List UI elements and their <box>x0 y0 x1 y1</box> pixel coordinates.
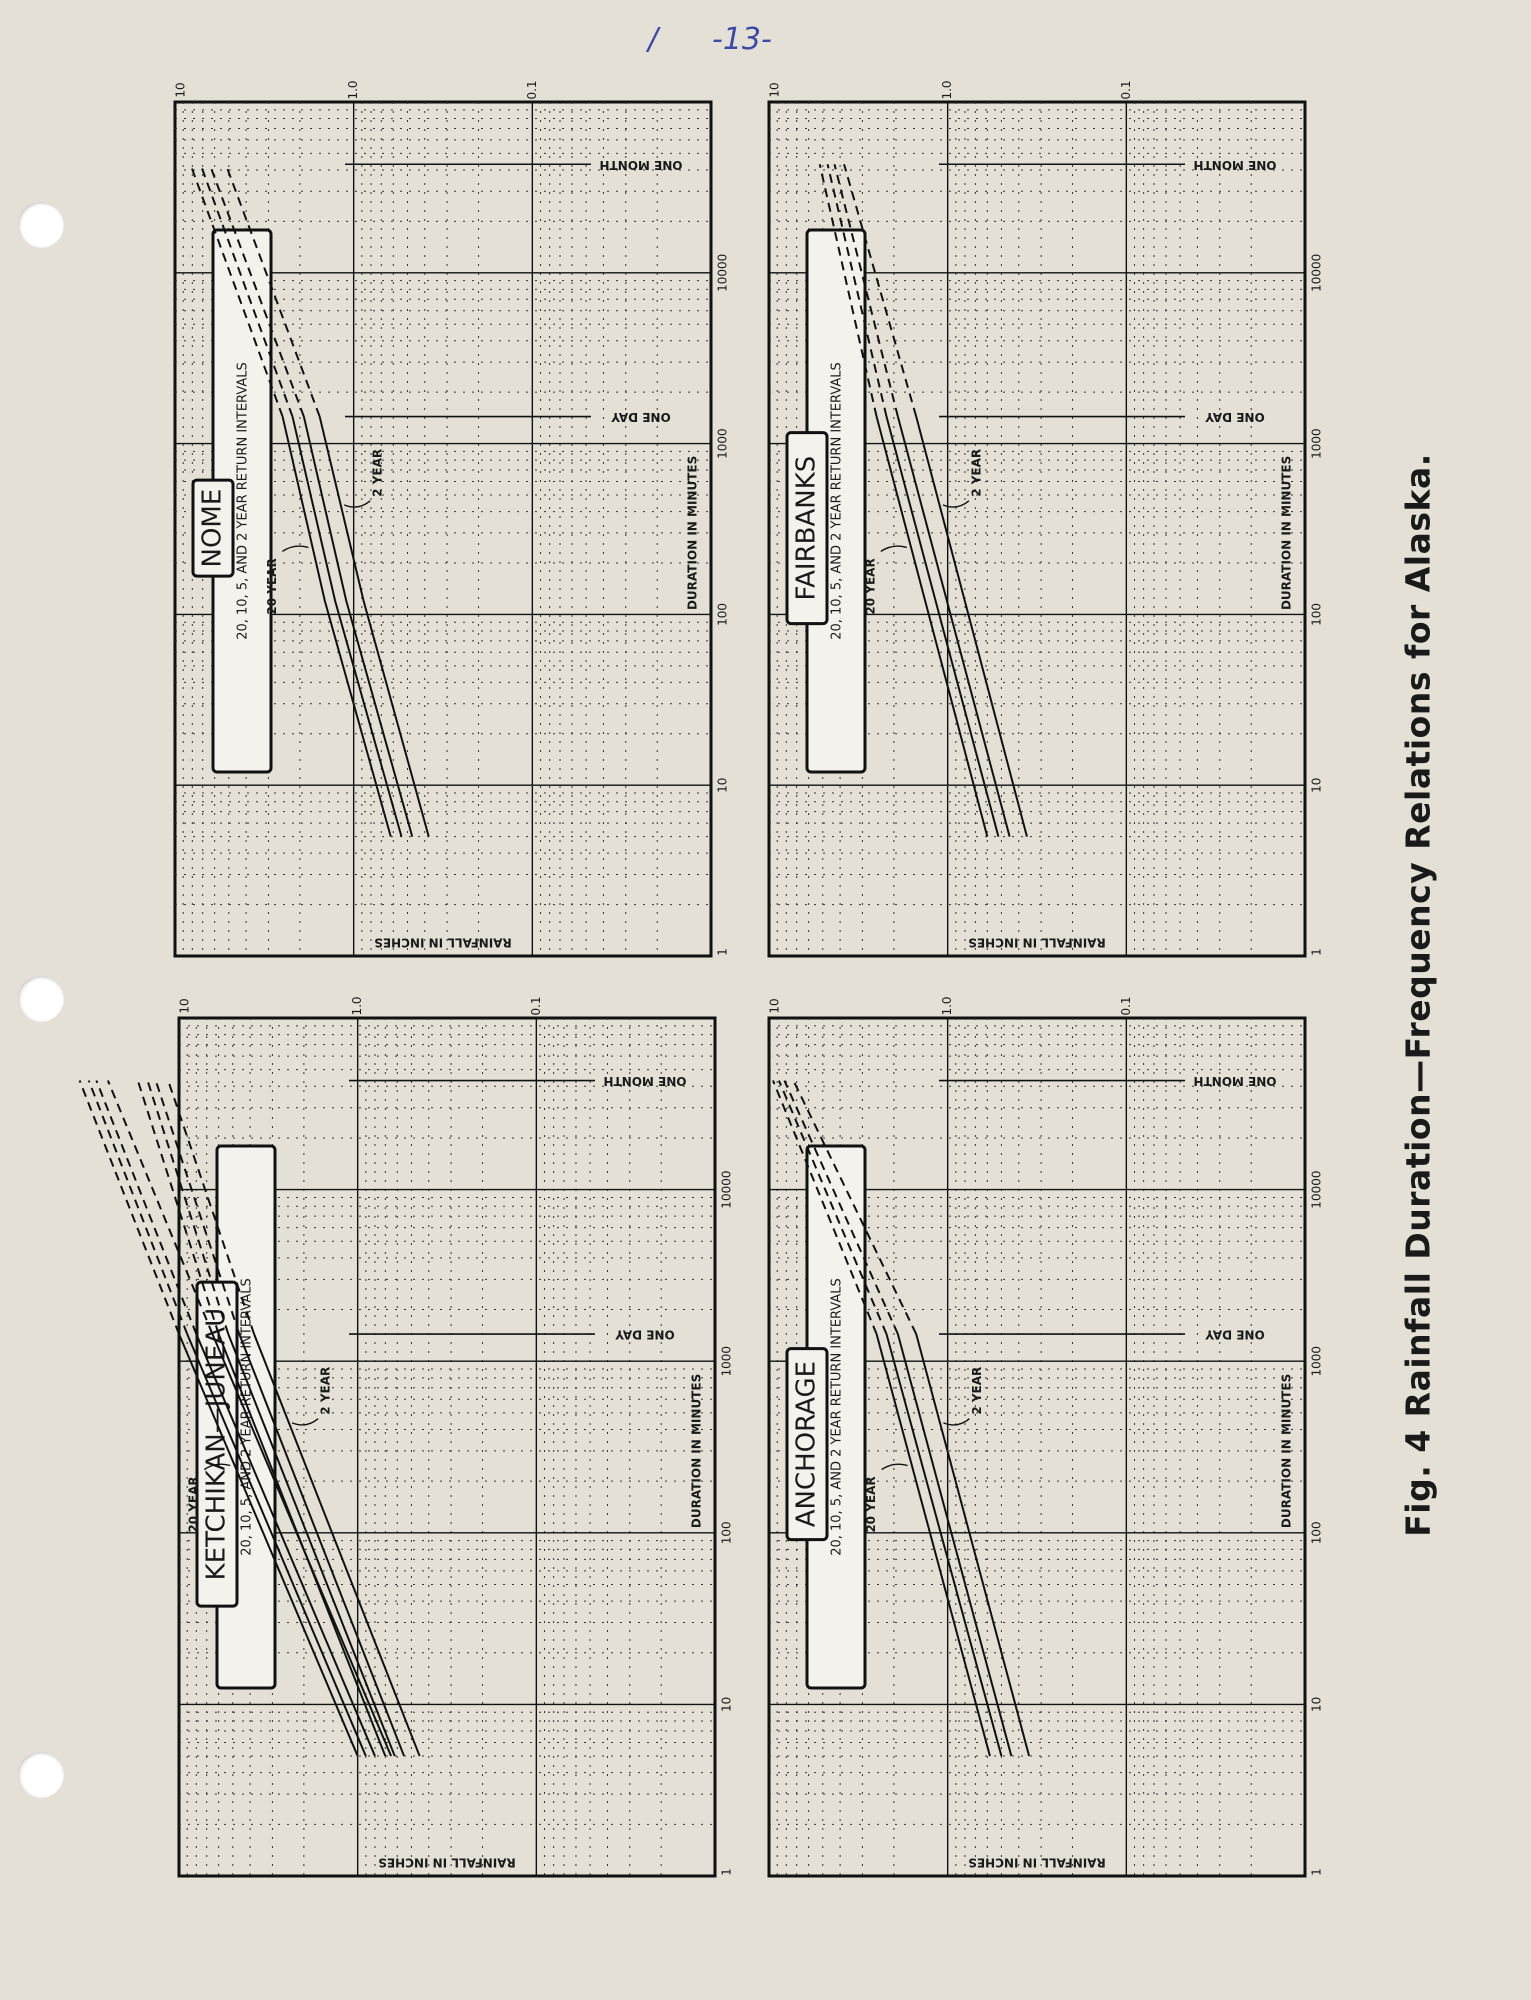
x-tick-label-10000: 10000 <box>719 1170 734 1209</box>
marker-label-one-day: ONE DAY <box>615 1327 675 1342</box>
marker-label-one-day: ONE DAY <box>1205 1327 1265 1342</box>
x-tick-label-10000: 10000 <box>1309 1170 1324 1209</box>
chart-subtitle: 20, 10, 5, AND 2 YEAR RETURN INTERVALS <box>235 362 251 640</box>
curve-label-20-year: 20 YEAR <box>864 1476 879 1533</box>
x-axis-label: DURATION IN MINUTES <box>685 455 700 611</box>
curve-label-leader <box>882 1464 908 1469</box>
curve-label-2-year: 2 YEAR <box>969 448 984 497</box>
series-dash-ketchikan-10-year <box>89 1081 187 1334</box>
chart-subtitle: 20, 10, 5, AND 2 YEAR RETURN INTERVALS <box>239 1278 255 1556</box>
curve-label-leader <box>344 501 370 507</box>
series-line-juneau-2-year <box>254 1334 420 1756</box>
chart-subtitle: 20, 10, 5, AND 2 YEAR RETURN INTERVALS <box>829 1278 845 1556</box>
marker-label-one-month: ONE MONTH <box>1193 157 1277 172</box>
y-axis-label: RAINFALL IN INCHES <box>374 935 512 950</box>
page-number: -13- <box>712 22 772 57</box>
marker-label-one-day: ONE DAY <box>611 410 671 425</box>
x-tick-label-1: 1 <box>1309 1868 1324 1876</box>
chart-panel-nome <box>173 80 730 958</box>
chart-panel-ketchikan-juneau <box>177 996 734 1878</box>
marker-label-one-month: ONE MONTH <box>603 1074 687 1089</box>
y-axis-label: RAINFALL IN INCHES <box>968 1855 1106 1870</box>
chart-title: NOME <box>197 488 228 568</box>
chart-title: ANCHORAGE <box>791 1360 822 1528</box>
x-axis-label: DURATION IN MINUTES <box>1279 455 1294 611</box>
x-tick-label-1000: 1000 <box>1309 1345 1324 1377</box>
series-line-10-year <box>886 1334 1001 1756</box>
curve-label-20-year: 20 YEAR <box>264 558 279 615</box>
chart-panel-fairbanks <box>767 80 1324 958</box>
figure-caption: Fig. 4 Rainfall Duration—Frequency Relations for Alaska. <box>1398 453 1438 1537</box>
marker-label-one-month: ONE MONTH <box>1193 1074 1277 1089</box>
x-tick-label-1: 1 <box>719 1868 734 1876</box>
curve-label-leader <box>881 546 907 551</box>
x-tick-label-1000: 1000 <box>719 1345 734 1377</box>
chart-title: KETCHIKAN—JUNEAU <box>201 1307 232 1581</box>
y-tick-label-0-1: 0.1 <box>528 996 543 1016</box>
x-tick-label-10: 10 <box>1309 1696 1324 1713</box>
x-tick-label-100: 100 <box>715 602 730 626</box>
x-tick-label-10: 10 <box>719 1696 734 1713</box>
y-tick-label-1-0: 1.0 <box>346 80 361 100</box>
series-line-5-year <box>898 417 1010 837</box>
x-tick-label-10000: 10000 <box>715 253 730 292</box>
x-tick-label-1: 1 <box>1309 948 1324 956</box>
y-tick-label-10: 10 <box>767 998 782 1014</box>
curve-label-leader <box>943 501 969 507</box>
y-axis-label: RAINFALL IN INCHES <box>378 1855 516 1870</box>
y-tick-label-10: 10 <box>767 82 782 98</box>
x-axis-label: DURATION IN MINUTES <box>1279 1373 1294 1529</box>
chart-title: FAIRBANKS <box>791 455 822 601</box>
curve-label-2-year: 2 YEAR <box>969 1366 984 1415</box>
x-tick-label-10: 10 <box>715 777 730 793</box>
curve-label-20-year: 20 YEAR <box>863 558 878 615</box>
x-axis-label: DURATION IN MINUTES <box>689 1373 704 1529</box>
curve-label-leader <box>282 546 308 551</box>
page-mark: / <box>648 22 659 57</box>
y-tick-label-1-0: 1.0 <box>940 80 955 100</box>
series-line-5-year <box>898 1334 1012 1756</box>
x-tick-label-10000: 10000 <box>1309 253 1324 292</box>
y-tick-label-1-0: 1.0 <box>940 996 955 1016</box>
chart-panel-anchorage <box>767 996 1324 1878</box>
series-line-5-year <box>304 417 412 837</box>
x-tick-label-1000: 1000 <box>1309 428 1324 459</box>
chart-subtitle: 20, 10, 5, AND 2 YEAR RETURN INTERVALS <box>829 362 845 640</box>
y-tick-label-10: 10 <box>173 82 188 98</box>
x-tick-label-1000: 1000 <box>715 428 730 459</box>
curve-label-2-year: 2 YEAR <box>370 448 385 497</box>
binder-hole <box>18 976 64 1022</box>
marker-label-one-month: ONE MONTH <box>599 157 683 172</box>
x-tick-label-10: 10 <box>1309 777 1324 793</box>
y-tick-label-0-1: 0.1 <box>1118 996 1133 1016</box>
curve-label-20-year: 20 YEAR <box>186 1476 201 1533</box>
x-tick-label-100: 100 <box>1309 602 1324 626</box>
curve-label-leader <box>292 1419 318 1425</box>
y-tick-label-0-1: 0.1 <box>524 80 539 100</box>
binder-hole <box>18 1752 64 1798</box>
y-tick-label-10: 10 <box>177 998 192 1014</box>
series-line-10-year <box>292 417 401 837</box>
y-tick-label-1-0: 1.0 <box>350 996 365 1016</box>
y-tick-label-0-1: 0.1 <box>1118 80 1133 100</box>
x-tick-label-100: 100 <box>1309 1521 1324 1545</box>
y-axis-label: RAINFALL IN INCHES <box>968 935 1106 950</box>
series-dash-ketchikan-20-year <box>80 1081 179 1334</box>
binder-hole <box>18 202 64 248</box>
x-tick-label-100: 100 <box>719 1521 734 1545</box>
x-tick-label-1: 1 <box>715 948 730 956</box>
curve-label-2-year: 2 YEAR <box>318 1366 333 1415</box>
marker-label-one-day: ONE DAY <box>1205 410 1265 425</box>
